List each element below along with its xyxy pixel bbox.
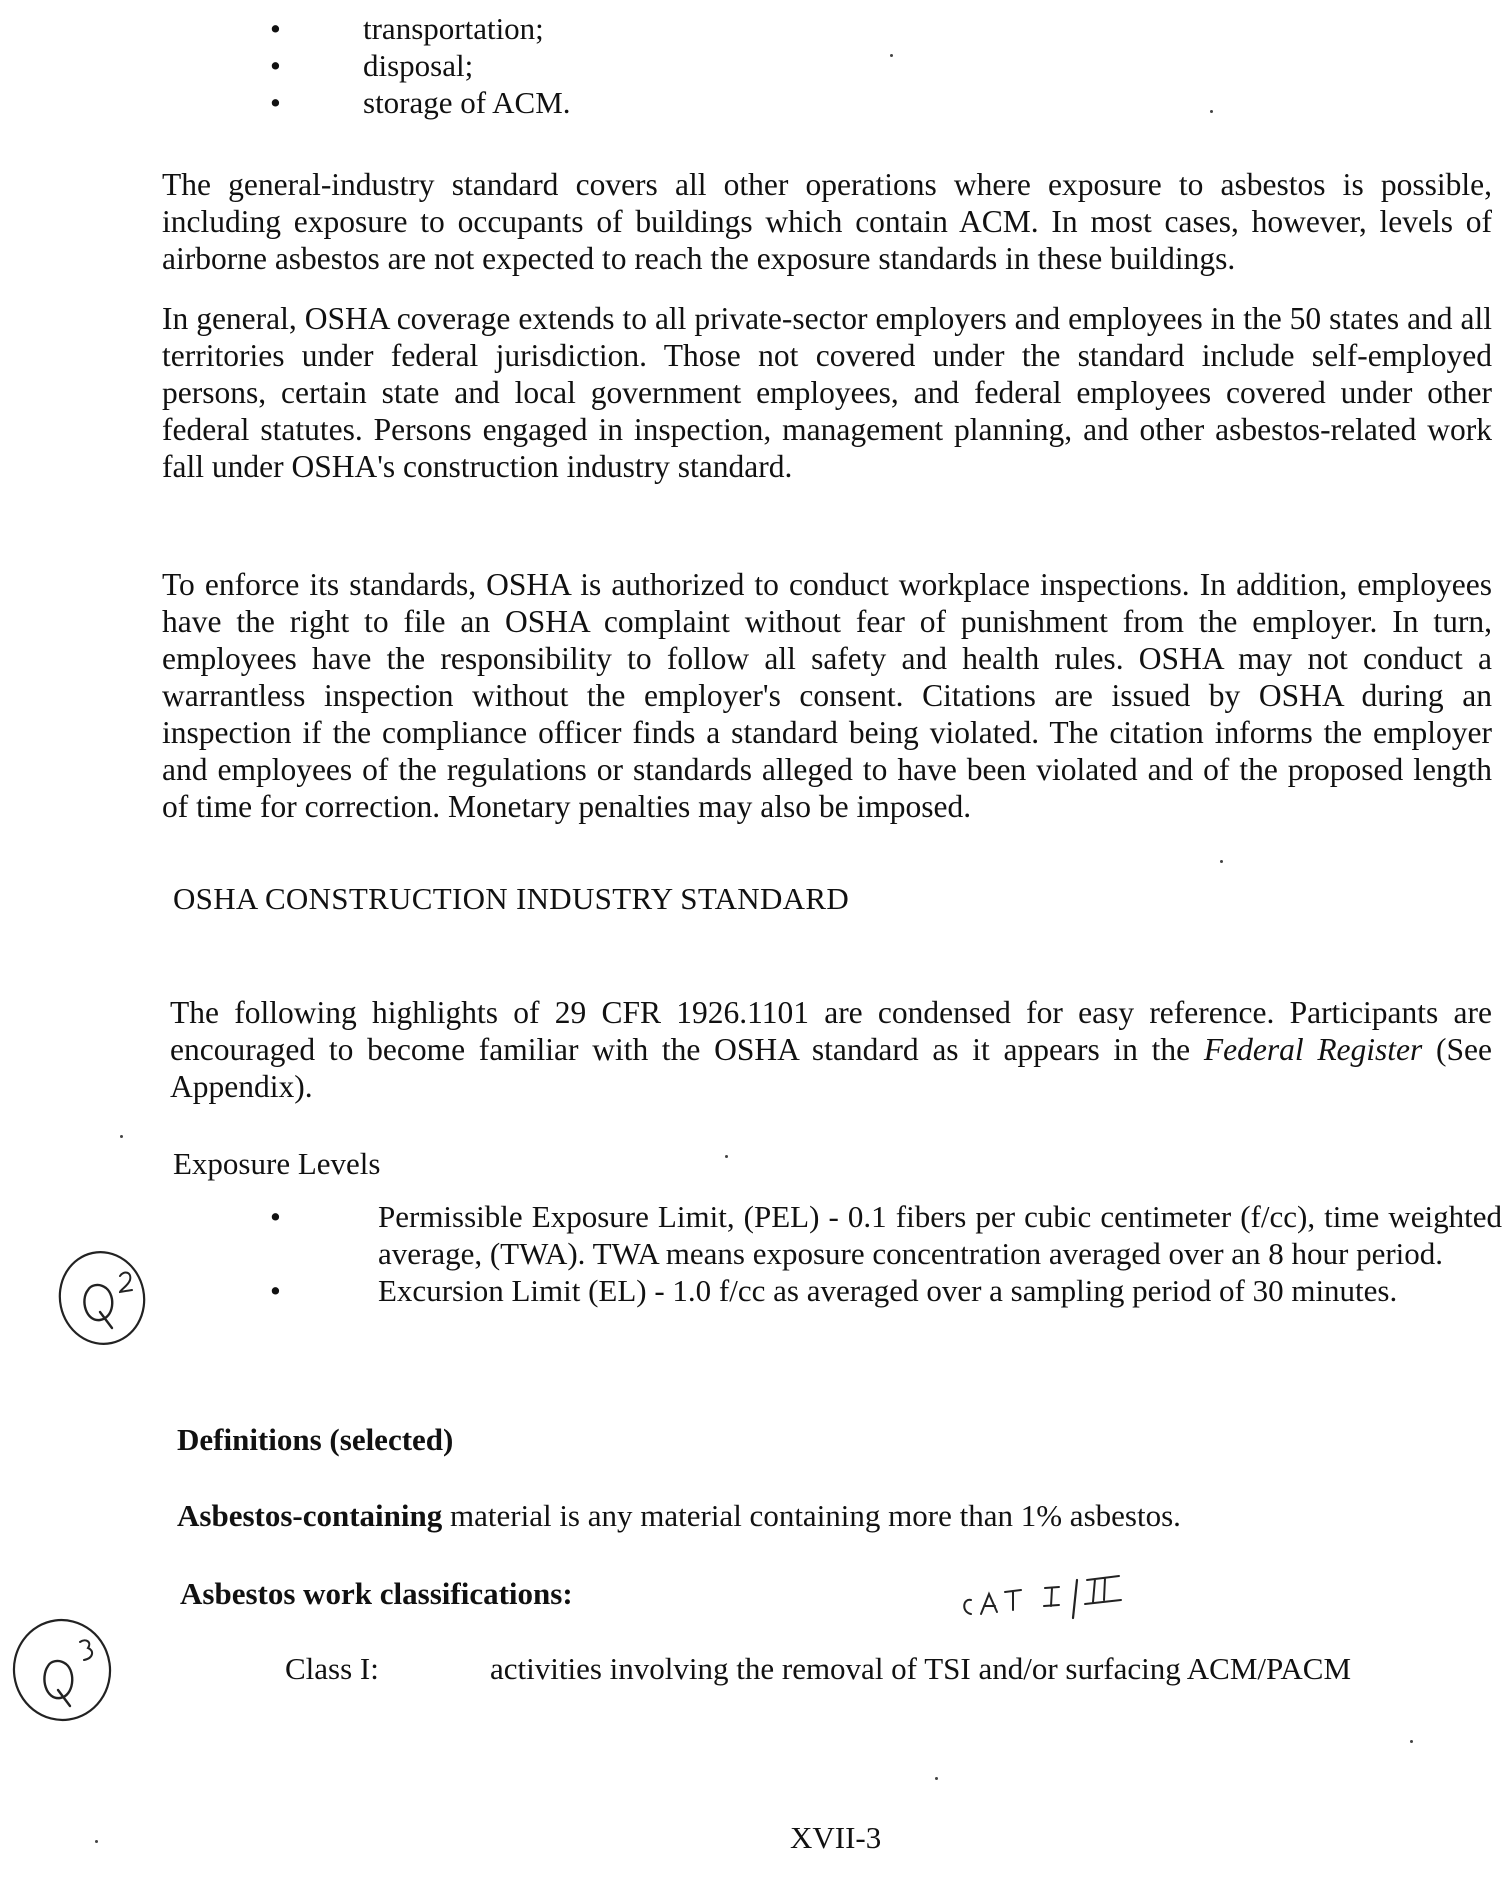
section-heading: OSHA CONSTRUCTION INDUSTRY STANDARD	[173, 881, 850, 916]
exposure-levels-heading: Exposure Levels	[173, 1146, 381, 1181]
scan-speck	[1210, 110, 1213, 113]
work-classifications-heading: Asbestos work classifications:	[180, 1576, 573, 1611]
handwritten-cat-note	[955, 1560, 1175, 1630]
intro-paragraph	[170, 994, 1492, 1105]
definitions-heading: Definitions (selected)	[177, 1422, 454, 1457]
top-bullet-list	[270, 10, 571, 121]
scan-speck	[935, 1777, 938, 1780]
coverage-paragraph: In general, OSHA coverage extends to all private-sector employers and employees in the 50 states and all territories under federal jurisdiction. Those not covered under the standard include self-employed persons, certain state and local government employees, and federal employees covered under other federal statutes. Persons engaged in inspection, management planning, and other asbestos-related work fall under OSHA's construction industry standard.	[162, 301, 1492, 484]
page-number: XVII-3	[790, 1820, 882, 1855]
list-item: • Excursion Limit (EL) - 1.0 f/cc as averaged over a sampling period of 30 minutes.	[270, 1272, 1502, 1309]
exposure-list	[270, 1198, 1502, 1309]
scan-speck	[1220, 860, 1223, 863]
scan-speck	[120, 1135, 123, 1138]
class-one-text: activities involving the removal of TSI and/or surfacing ACM/PACM	[490, 1651, 1352, 1686]
handwritten-q3-note	[0, 1612, 120, 1732]
scan-speck	[725, 1155, 728, 1158]
scan-speck	[1410, 1740, 1413, 1743]
handwritten-q2-note	[50, 1240, 160, 1350]
acm-definition-text: material is any material containing more than 1% asbestos.	[442, 1498, 1181, 1533]
enforcement-paragraph: To enforce its standards, OSHA is authorized to conduct workplace inspections. In addition, employees have the right to file an OSHA complaint without fear of punishment from the employer. In turn, employees have the responsibility to follow all safety and health rules. OSHA may not conduct a warrantless inspection without the employer's consent. Citations are issued by OSHA during an inspection if the compliance officer finds a standard being violated. The citation informs the employer and employees of the regulations or standards alleged to have been violated and of the proposed length of time for correction. Monetary penalties may also be imposed.	[162, 567, 1492, 824]
acm-definition	[177, 1497, 1181, 1534]
class-one-label: Class I:	[285, 1651, 379, 1686]
list-item: • transportation;	[270, 10, 571, 47]
general-industry-paragraph: The general-industry standard covers all other operations where exposure to asbestos is possible, including exposure to occupants of buildings which contain ACM. In most cases, however, levels of airborne asbestos are not expected to reach the exposure standards in these buildings.	[162, 167, 1492, 276]
federal-register-title: Federal Register	[1203, 1032, 1423, 1067]
intro-text-end: (See Appendix).	[170, 1032, 1492, 1104]
list-item: • disposal;	[270, 47, 571, 84]
list-item: • storage of ACM.	[270, 84, 571, 121]
acm-term: Asbestos-containing	[177, 1498, 443, 1533]
scan-speck	[890, 54, 893, 57]
list-item: • Permissible Exposure Limit, (PEL) - 0.1 fibers per cubic centimeter (f/cc), time weighted average, (TWA). TWA means exposure concentration averaged over an 8 hour period.	[270, 1198, 1502, 1272]
scan-speck	[95, 1840, 98, 1843]
class-one-row	[285, 1650, 1351, 1687]
intro-text: The following highlights of 29 CFR 1926.1101 are condensed for easy reference. Participants are encouraged to become familiar with the OSHA standard as it appears in the	[170, 995, 1492, 1067]
